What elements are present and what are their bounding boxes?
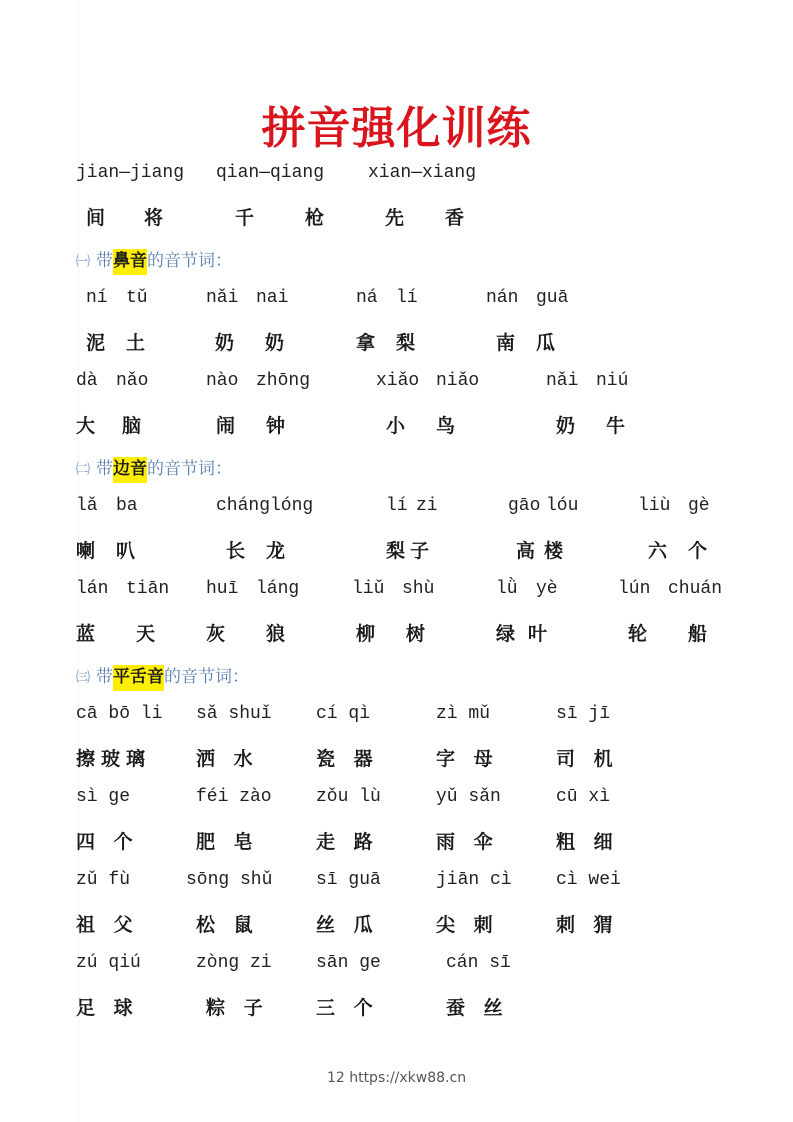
pinyin: nán (486, 288, 519, 308)
heading-suffix: 的音节词： (147, 459, 232, 479)
hanzi: 叭 (116, 540, 142, 562)
pinyin: cán sī (446, 953, 511, 973)
hanzi: 梨 (386, 540, 412, 562)
hanzi: 狼 (266, 623, 292, 645)
pinyin: zǔ fù (76, 870, 131, 890)
pinyin: cā bō li (76, 704, 163, 724)
pinyin: lóu (546, 496, 579, 516)
hanzi: 南 (496, 332, 522, 354)
hanzi: 牛 (606, 415, 632, 437)
pinyin: sōng shǔ (186, 870, 273, 890)
pinyin: nǎo (116, 371, 149, 391)
pinyin: zì mǔ (436, 704, 491, 724)
hanzi: 船 (688, 623, 714, 645)
hanzi: 个 (688, 540, 714, 562)
hanzi: 闹 (216, 415, 242, 437)
pinyin-row (0, 579, 793, 609)
hanzi: 小 (386, 415, 412, 437)
hanzi: 叶 (528, 623, 554, 645)
section-heading-nasal (76, 246, 232, 271)
hanzi: 四 个 (76, 831, 139, 853)
hanzi-row (0, 411, 793, 441)
heading-suffix: 的音节词： (147, 251, 232, 271)
hanzi: 脑 (122, 415, 148, 437)
pinyin: lǜ (496, 579, 518, 599)
page-footer: 12 https://xkw88.cn (326, 1070, 467, 1086)
hanzi: 间 (86, 207, 112, 229)
highlight-term: 边音 (113, 457, 147, 483)
hanzi: 绿 (496, 623, 522, 645)
pinyin: cí qì (316, 704, 371, 724)
hanzi: 轮 (628, 623, 654, 645)
hanzi: 刺 猬 (556, 914, 619, 936)
hanzi: 大 (76, 415, 102, 437)
pinyin: zhōng (256, 371, 311, 391)
hanzi: 梨 (396, 332, 422, 354)
hanzi: 枪 (305, 207, 331, 229)
heading-prefix: 带 (96, 459, 113, 479)
hanzi: 字 母 (436, 748, 499, 770)
pinyin: xian—xiang (368, 163, 477, 183)
hanzi: 松 鼠 (196, 914, 259, 936)
pinyin: féi zào (196, 787, 272, 807)
pinyin: zǒu lù (316, 787, 381, 807)
hanzi: 钟 (266, 415, 292, 437)
intro-pinyin-row (0, 163, 793, 193)
hanzi: 三 个 (316, 997, 379, 1019)
pinyin: dà (76, 371, 98, 391)
hanzi: 丝 瓜 (316, 914, 379, 936)
hanzi: 泥 (86, 332, 112, 354)
pinyin-row (0, 704, 793, 734)
pinyin: jian—jiang (76, 163, 185, 183)
pinyin-row (0, 787, 793, 817)
hanzi: 子 (410, 540, 436, 562)
hanzi: 天 (136, 623, 162, 645)
hanzi: 柳 (356, 623, 382, 645)
section-number: ㈡ (76, 462, 90, 478)
pinyin: xiǎo (376, 371, 420, 391)
hanzi: 粗 细 (556, 831, 619, 853)
pinyin: shù (402, 579, 435, 599)
hanzi: 洒 水 (196, 748, 259, 770)
pinyin: chuán (668, 579, 723, 599)
heading-suffix: 的音节词： (164, 667, 249, 687)
heading-prefix: 带 (96, 251, 113, 271)
pinyin-row (0, 953, 793, 983)
hanzi-row (0, 827, 793, 857)
pinyin-row (0, 288, 793, 318)
section-number: ㈢ (76, 670, 90, 686)
hanzi: 树 (406, 623, 432, 645)
hanzi: 拿 (356, 332, 382, 354)
pinyin: nǎi (206, 288, 239, 308)
pinyin-row (0, 870, 793, 900)
hanzi: 土 (126, 332, 152, 354)
section-number: ㈠ (76, 254, 90, 270)
hanzi: 将 (144, 207, 170, 229)
pinyin: cì wei (556, 870, 621, 890)
pinyin: lún (618, 579, 651, 599)
hanzi: 龙 (266, 540, 292, 562)
hanzi: 六 (648, 540, 674, 562)
hanzi: 蓝 (76, 623, 102, 645)
hanzi: 司 机 (556, 748, 619, 770)
hanzi: 肥 皂 (196, 831, 259, 853)
highlight-term: 平舌音 (113, 665, 164, 691)
hanzi: 楼 (544, 540, 570, 562)
hanzi-row (0, 536, 793, 566)
pinyin: zú qiú (76, 953, 141, 973)
hanzi-row (0, 910, 793, 940)
hanzi: 蚕 丝 (446, 997, 509, 1019)
hanzi: 走 路 (316, 831, 379, 853)
pinyin: lǎ (76, 496, 98, 516)
hanzi: 尖 刺 (436, 914, 499, 936)
pinyin: zi (416, 496, 438, 516)
hanzi: 千 (235, 207, 261, 229)
pinyin-row (0, 496, 793, 526)
pinyin: gè (688, 496, 710, 516)
pinyin: jiān cì (436, 870, 512, 890)
pinyin: yǔ sǎn (436, 787, 501, 807)
pinyin: sī guā (316, 870, 381, 890)
pinyin: huī (206, 579, 239, 599)
hanzi-row (0, 744, 793, 774)
pinyin: zòng zi (196, 953, 272, 973)
pinyin: tǔ (126, 288, 148, 308)
highlight-term: 鼻音 (113, 249, 147, 275)
pinyin: qian—qiang (216, 163, 325, 183)
pinyin: niú (596, 371, 629, 391)
pinyin: liǔ (352, 579, 385, 599)
hanzi: 奶 (556, 415, 582, 437)
section-heading-flat-tongue (76, 662, 249, 687)
pinyin: nǎi (546, 371, 579, 391)
pinyin: sǎ shuǐ (196, 704, 272, 724)
hanzi: 灰 (206, 623, 232, 645)
hanzi: 祖 父 (76, 914, 139, 936)
hanzi: 奶 (215, 332, 241, 354)
section-heading-lateral (76, 454, 232, 479)
hanzi: 奶 (265, 332, 291, 354)
pinyin: tiān (126, 579, 170, 599)
pinyin: liù (638, 496, 671, 516)
hanzi: 先 (385, 207, 411, 229)
hanzi: 香 (445, 207, 471, 229)
pinyin: láng (256, 579, 300, 599)
pinyin-row (0, 371, 793, 401)
hanzi: 瓷 器 (316, 748, 379, 770)
hanzi: 粽 子 (206, 997, 269, 1019)
pinyin: lí (386, 496, 408, 516)
heading-prefix: 带 (96, 667, 113, 687)
hanzi: 足 球 (76, 997, 139, 1019)
pinyin: lí (396, 288, 418, 308)
hanzi: 鸟 (436, 415, 462, 437)
hanzi-row (0, 619, 793, 649)
pinyin: lán (76, 579, 109, 599)
pinyin: sān ge (316, 953, 381, 973)
pinyin: ná (356, 288, 378, 308)
pinyin: ba (116, 496, 138, 516)
page-title: 拼音强化训练 (261, 103, 532, 154)
pinyin: sì ge (76, 787, 131, 807)
pinyin: yè (536, 579, 558, 599)
hanzi: 瓜 (536, 332, 562, 354)
pinyin: nai (256, 288, 289, 308)
hanzi: 高 (516, 540, 542, 562)
pinyin: cū xì (556, 787, 611, 807)
hanzi-row (0, 328, 793, 358)
pinyin: ní (86, 288, 108, 308)
hanzi: 雨 伞 (436, 831, 499, 853)
pinyin: nào (206, 371, 239, 391)
hanzi: 喇 (76, 540, 102, 562)
pinyin: guā (536, 288, 569, 308)
intro-hanzi-row (0, 203, 793, 233)
hanzi: 长 (226, 540, 252, 562)
pinyin: gāo (508, 496, 541, 516)
hanzi-row (0, 993, 793, 1023)
pinyin: cháng (216, 496, 271, 516)
pinyin: sī jī (556, 704, 611, 724)
hanzi: 擦玻璃 (76, 748, 152, 770)
pinyin: lóng (270, 496, 314, 516)
pinyin: niǎo (436, 371, 480, 391)
